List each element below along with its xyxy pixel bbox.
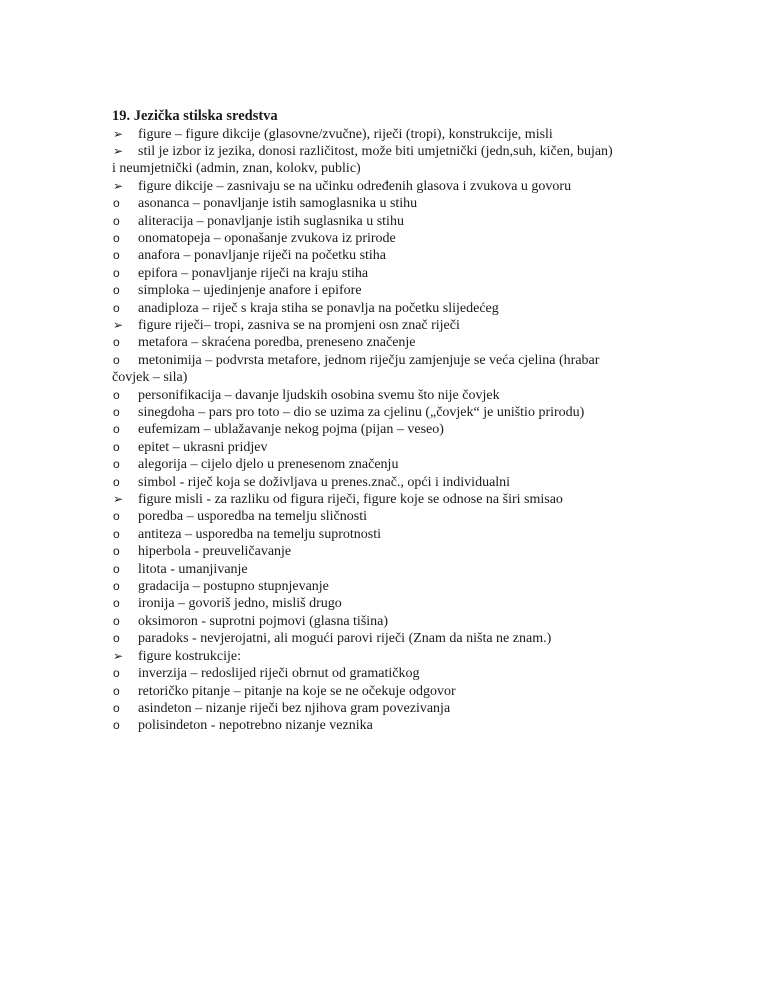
item-text: antiteza – usporedba na temelju suprotnosti xyxy=(138,526,381,542)
figure-list xyxy=(112,126,652,735)
item-text: ironija – govoriš jedno, misliš drugo xyxy=(138,596,342,612)
circle-bullet-icon: o xyxy=(113,596,120,611)
item-text: personifikacija – davanje ljudskih osobina svemu što nije čovjek xyxy=(138,387,500,403)
arrow-bullet-item xyxy=(112,491,652,508)
item-text: aliteracija – ponavljanje istih suglasnika u stihu xyxy=(138,213,404,229)
circle-bullet-item xyxy=(112,439,652,456)
item-text: inverzija – redoslijed riječi obrnut od gramatičkog xyxy=(138,666,420,682)
circle-bullet-item xyxy=(112,717,652,734)
circle-bullet-icon: o xyxy=(113,352,120,367)
circle-bullet-icon: o xyxy=(113,700,120,715)
circle-bullet-icon: o xyxy=(113,631,120,646)
circle-bullet-item xyxy=(112,561,652,578)
circle-bullet-icon: o xyxy=(113,666,120,681)
circle-bullet-item xyxy=(112,578,652,595)
circle-bullet-item xyxy=(112,421,652,438)
circle-bullet-item xyxy=(112,543,652,560)
circle-bullet-icon: o xyxy=(113,613,120,628)
item-text: onomatopeja – oponašanje zvukova iz prirode xyxy=(138,230,396,246)
item-text: oksimoron - suprotni pojmovi (glasna tišina) xyxy=(138,613,389,629)
item-text: figure riječi– tropi, zasniva se na promjeni osn znač riječi xyxy=(138,317,460,333)
arrow-bullet-icon: ➢ xyxy=(113,648,124,663)
arrow-bullet-icon: ➢ xyxy=(113,143,124,158)
circle-bullet-item xyxy=(112,404,652,421)
item-text: anafora – ponavljanje riječi na početku stiha xyxy=(138,248,387,264)
item-text: hiperbola - preuveličavanje xyxy=(138,544,292,560)
circle-bullet-icon: o xyxy=(113,230,120,245)
item-text: stil je izbor iz jezika, donosi različitost, može biti umjetnički (jedn,suh, kičen, bujan) xyxy=(138,143,613,159)
item-text: figure kostrukcije: xyxy=(138,648,242,664)
circle-bullet-item xyxy=(112,700,652,717)
item-text: polisindeton - nepotrebno nizanje veznika xyxy=(138,718,373,734)
circle-bullet-item xyxy=(112,213,652,230)
circle-bullet-item xyxy=(112,230,652,247)
circle-bullet-icon: o xyxy=(113,457,120,472)
item-text: figure – figure dikcije (glasovne/zvučne), riječi (tropi), konstrukcije, misli xyxy=(138,126,553,142)
arrow-bullet-item xyxy=(112,178,652,195)
circle-bullet-item xyxy=(112,508,652,525)
circle-bullet-item xyxy=(112,630,652,647)
circle-bullet-icon: o xyxy=(113,422,120,437)
circle-bullet-icon: o xyxy=(113,405,120,419)
circle-bullet-icon: o xyxy=(113,579,120,594)
circle-bullet-icon: o xyxy=(113,387,120,402)
arrow-bullet-item xyxy=(112,126,652,143)
circle-bullet-icon: o xyxy=(113,718,120,733)
circle-bullet-icon: o xyxy=(113,509,120,524)
circle-bullet-item xyxy=(112,247,652,264)
item-text: figure dikcije – zasnivaju se na učinku određenih glasova i zvukova u govoru xyxy=(138,178,572,194)
item-text: metafora – skraćena poredba, preneseno značenje xyxy=(138,335,416,351)
item-text: asindeton – nizanje riječi bez njihova gram povezivanja xyxy=(138,700,451,716)
circle-bullet-item xyxy=(112,334,652,351)
arrow-bullet-icon: ➢ xyxy=(113,492,124,507)
circle-bullet-icon: o xyxy=(113,283,120,298)
circle-bullet-icon: o xyxy=(113,248,120,263)
arrow-bullet-item xyxy=(112,143,652,178)
item-text: epitet – ukrasni pridjev xyxy=(138,439,268,455)
circle-bullet-item xyxy=(112,352,652,387)
circle-bullet-icon: o xyxy=(113,300,120,315)
arrow-bullet-item xyxy=(112,648,652,665)
arrow-bullet-icon: ➢ xyxy=(113,317,124,332)
circle-bullet-item xyxy=(112,526,652,543)
item-text: simploka – ujedinjenje anafore i epifore xyxy=(138,283,362,299)
item-text: simbol - riječ koja se doživljava u prenes.znač., opći i individualni xyxy=(138,474,511,490)
circle-bullet-item xyxy=(112,683,652,700)
circle-bullet-icon: o xyxy=(113,335,120,350)
circle-bullet-icon: o xyxy=(113,439,120,454)
item-text: paradoks - nevjerojatni, ali mogući parovi riječi (Znam da ništa ne znam.) xyxy=(138,631,552,647)
item-text: gradacija – postupno stupnjevanje xyxy=(138,579,329,595)
circle-bullet-item xyxy=(112,456,652,473)
arrow-bullet-icon: ➢ xyxy=(113,178,124,193)
circle-bullet-item xyxy=(112,300,652,317)
item-text: retoričko pitanje – pitanje na koje se ne očekuje odgovor xyxy=(138,683,456,699)
section-heading: 19. Jezička stilska sredstva xyxy=(112,108,278,124)
circle-bullet-icon: o xyxy=(113,544,120,559)
circle-bullet-icon: o xyxy=(113,265,120,280)
circle-bullet-item xyxy=(112,282,652,299)
arrow-bullet-item xyxy=(112,317,652,334)
item-text-continuation: čovjek – sila) xyxy=(112,370,188,386)
circle-bullet-icon: o xyxy=(113,474,120,489)
item-text: litota - umanjivanje xyxy=(138,561,248,577)
circle-bullet-icon: o xyxy=(113,683,120,698)
item-text: alegorija – cijelo djelo u prenesenom značenju xyxy=(138,457,399,473)
circle-bullet-item xyxy=(112,613,652,630)
circle-bullet-item xyxy=(112,474,652,491)
item-text: epifora – ponavljanje riječi na kraju stiha xyxy=(138,265,369,281)
item-text-continuation: i neumjetnički (admin, znan, kolokv, public) xyxy=(112,161,361,177)
document-page xyxy=(112,108,652,735)
circle-bullet-item xyxy=(112,195,652,212)
arrow-bullet-icon: ➢ xyxy=(113,126,124,141)
circle-bullet-item xyxy=(112,665,652,682)
circle-bullet-icon: o xyxy=(113,196,120,211)
item-text: asonanca – ponavljanje istih samoglasnika u stihu xyxy=(138,196,418,212)
item-text: figure misli - za razliku od figura riječi, figure koje se odnose na širi smisao xyxy=(138,492,563,508)
item-text: anadiploza – riječ s kraja stiha se ponavlja na početku slijedećeg xyxy=(138,300,499,316)
circle-bullet-item xyxy=(112,387,652,404)
item-text: eufemizam – ublažavanje nekog pojma (pijan – veseo) xyxy=(138,422,444,438)
item-text: poredba – usporedba na temelju sličnosti xyxy=(138,509,367,525)
circle-bullet-icon: o xyxy=(113,213,120,228)
circle-bullet-icon: o xyxy=(113,561,120,576)
circle-bullet-icon: o xyxy=(113,526,120,541)
item-text: metonimija – podvrsta metafore, jednom riječju zamjenjuje se veća cjelina (hrabar xyxy=(138,352,600,368)
circle-bullet-item xyxy=(112,595,652,612)
circle-bullet-item xyxy=(112,265,652,282)
item-text: sinegdoha – pars pro toto – dio se uzima za cjelinu („čovjek“ je uništio prirodu) xyxy=(138,405,585,420)
